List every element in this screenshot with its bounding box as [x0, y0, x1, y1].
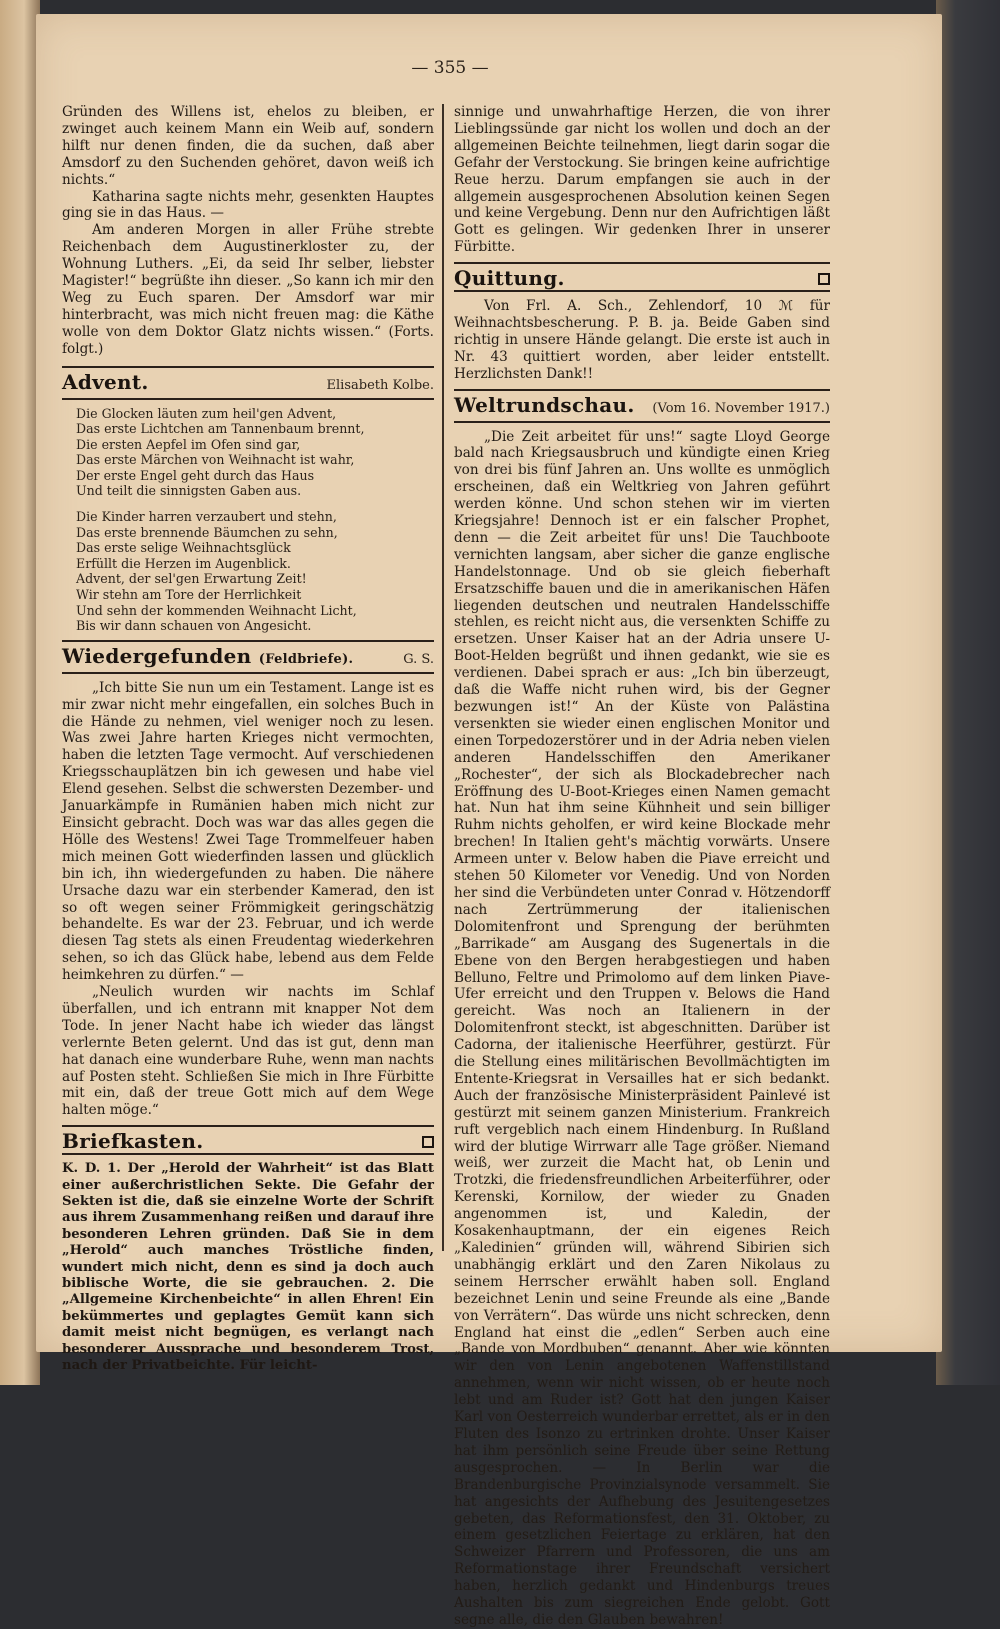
poem-stanza [76, 406, 434, 500]
wiedergefunden-title: Wiedergefunden [62, 643, 252, 668]
poem-line: Und teilt die sinnigsten Gaben aus. [76, 483, 302, 499]
poem-line: Und sehn der kommenden Weihnacht Licht, [76, 602, 357, 618]
poem-line: Advent, der sel'gen Erwartung Zeit! [76, 571, 307, 587]
quittung-title: Quittung. [454, 266, 565, 291]
left-column [62, 104, 434, 1374]
letter-paragraph: „Ich bitte Sie nun um ein Testament. Lange ist es mir zwar nicht mehr eingefallen, ein solches Buch in die Hände zu nehmen, viel weniger noch zu lesen. Was zwei Jahre harten Krieges nicht vermochten, haben die letzten Tage vermocht. Auf verschiedenen Kriegsschauplätzen bin ich gewesen und habe viel Elend gesehen. Selbst die schwersten Dezember- und Januarkämpfe in Rumänien haben mich nicht zur Einsicht gebracht. Doch was war das alles gegen die Hölle des Westens! Zwei Tage Trommelfeuer haben mich meinen Gott wiederfinden lassen und glücklich bin ich, ihn wiedergefunden zu haben. Die nähere Ursache dazu war ein sterbender Kamerad, den ist so oft wegen seiner Frömmigkeit geringschätzig behandelte. Es war der 23. Februar, und ich werde diesen Tag stets als einen Freudentag wiederkehren sehen, so ich das Glück habe, lebend aus dem Felde heimkehren zu dürfen.“ — [62, 679, 434, 984]
advent-section [62, 366, 434, 634]
briefkasten-text: K. D. 1. Der „Herold der Wahrheit“ ist das Blatt einer außerchristlichen Sekte. Die Gefahr der Sekten ist die, daß sie einzelne Worte der Schrift aus ihrem Zusammenhang reißen und darauf ihre besonderen Lehren gründen. Daß Sie in dem „Herold“ auch manches Tröstliche finden, wundert mich nicht, denn es sind ja doch auch biblische Worte, die sie gebrauchen. 2. Die „Allgemeine Kirchenbeichte“ in allen Ehren! Ein bekümmertes und geplagtes Gemüt kann sich damit meist nicht begnügen, es verlangt nach besonderer Aussprache und besonderem Trost, nach der Privatbeichte. Für leicht- [62, 1161, 434, 1374]
right-column [454, 104, 830, 1629]
poem-line: Der erste Engel geht durch das Haus [76, 467, 315, 483]
briefkasten-title: Briefkasten. [62, 1129, 204, 1154]
wiedergefunden-header [62, 640, 434, 674]
section-box-icon [422, 1136, 434, 1148]
poem-stanza [76, 509, 434, 634]
story-paragraph: Gründen des Willens ist, ehelos zu bleiben, er zwinget auch keinem Mann ein Weib auf, sondern hilft nur denen finden, die da suchen, daß aber Amsdorf zu den Suchenden gehöret, davon weiß ich nichts.“ [62, 104, 434, 188]
poem-line: Das erste Lichtchen am Tannenbaum brennt, [76, 421, 365, 437]
weltrundschau-title: Weltrundschau. [454, 392, 635, 417]
poem-line: Die Glocken läuten zum heil'gen Advent, [76, 405, 337, 421]
story-paragraph: Am anderen Morgen in aller Frühe strebte Reichenbach dem Augustinerkloster zu, der Wohnung Luthers. „Ei, da seid Ihr selber, liebster Magister!“ begrüßte ihn dieser. „So kann ich mir den Weg zu Euch sparen. Der Amsdorf war mir hinterbracht, was mich nicht freuen mag: die Käthe wolle von dem Doktor Glatz nichts wissen.“ (Forts. folgt.) [62, 222, 434, 357]
quittung-section [454, 262, 830, 382]
book-cover-edge [936, 0, 1000, 1385]
poem-line: Erfüllt die Herzen im Augenblick. [76, 555, 291, 571]
story-paragraph: Katharina sagte nichts mehr, gesenkten Hauptes ging sie in das Haus. — [62, 188, 434, 222]
quittung-header [454, 262, 830, 292]
poem-line: Das erste selige Weihnachtsglück [76, 540, 291, 556]
poem-line: Bis wir dann schauen von Angesicht. [76, 618, 312, 634]
briefkasten-continuation: sinnige und unwahrhaftige Herzen, die von ihrer Lieblingssünde gar nicht los wollen und doch an der allgemeinen Beichte teilnehmen, liegt darin sogar die Gefahr der Verstockung. Sie bringen keine aufrichtige Reue herzu. Darum empfangen sie auch in der allgemein ausgesprochenen Absolution keinen Segen und keine Vergebung. Denn nur den Aufrichtigen läßt Gott es gelingen. Wir gedenken Ihrer in unserer Fürbitte. [454, 104, 830, 256]
briefkasten-header [62, 1125, 434, 1155]
briefkasten-section [62, 1125, 434, 1374]
wiedergefunden-subtitle: (Feldbriefe). [258, 651, 354, 667]
weltrundschau-header [454, 389, 830, 423]
letter-paragraph: „Neulich wurden wir nachts im Schlaf überfallen, und ich entrann mit knapper Not dem Tode. In jener Nacht habe ich wieder das längst verlernte Beten gelernt. Und das ist gut, denn man hat danach eine wunderbare Ruhe, wenn man nachts auf Posten steht. Schließen Sie mich in Ihre Fürbitte mit ein, daß der treue Gott mich auf dem Wege halten möge.“ [62, 984, 434, 1119]
poem-line: Die Kinder harren verzaubert und stehn, [76, 509, 337, 525]
weltrundschau-text: „Die Zeit arbeitet für uns!“ sagte Lloyd George bald nach Kriegsausbruch und kündigte einen Krieg von drei bis fünf Jahren an. Uns wollte es unmöglich erscheinen, daß ein Weltkrieg von Jahren geführt werden könne. Und schon stehen wir im vierten Kriegsjahre! Dennoch ist er ein falscher Prophet, denn — die Zeit arbeitet für uns! Die Tauchboote vernichten langsam, aber sicher die ganze englische Handelstonnage. Und ob sie gleich fieberhaft Ersatzschiffe bauen und die in amerikanischen Häfen liegenden deutschen und neutralen Handelsschiffe stehlen, es reicht nicht aus, die versenkten Schiffe zu ersetzen. Unser Kaiser hat an der Adria unsere U-Boot-Helden begrüßt und ihnen gedankt, wie sie es verdienen. Dabei sprach er aus: „Ich bin überzeugt, daß die Waffe nicht ruhen wird, bis der Gegner bezwungen ist!“ An der Küste von Palästina versenkten sie wieder einen englischen Monitor und einen Torpedozerstörer und in der Adria neben vielen anderen Handelsschiffen den Amerikaner „Rochester“, der sich als Blockadebrecher nach Eröffnung des U-Boot-Krieges einen Namen gemacht hat. Nun hat ihm seine Kühnheit und sein billiger Ruhm nichts geholfen, er wird keine Blockade mehr brechen! In Italien geht's mächtig vorwärts. Unsere Armeen unter v. Below haben die Piave erreicht und stehen 50 Kilometer vor Venedig. Und von Norden her sind die Verbündeten unter Conrad v. Hötzendorff nach Zertrümmerung der italienischen Dolomitenfront und Sprengung der berühmten „Barrikade“ am Ausgang des Sugenertals in die Ebene von den Bergen herabgestiegen und haben Belluno, Feltre und Primolomo auf dem linken Piave-Ufer erreicht und den Truppen v. Belows die Hand gereicht. Was noch an Italienern in der Dolomitenfront steckt, ist abgeschnitten. Darüber ist Cadorna, der italienische Heerführer, gestürzt. Für die Stellung eines militärischen Bevollmächtigten im Entente-Kriegsrat in Versailles hat er sich bedankt. Auch der französische Ministerpräsident Painlevé ist gestürzt mit seinem ganzen Ministerium. Frankreich ruft vergeblich nach einem Hindenburg. In Rußland wird der blutige Wirrwarr alle Tage größer. Niemand weiß, wer zurzeit die Macht hat, ob Lenin und Trotzki, die friedensfreundlichen Arbeiterführer, oder Kerenski, Kornilow, der wieder zu Gnaden angenommen ist, und Kaledin, der Kosakenhauptmann, der ein eigenes Reich „Kaledinien“ gründen will, während Sibirien sich unabhängig erklärt und den Zaren Nikolaus zu seinem Herrscher erwählt haben soll. England bezeichnet Lenin und seine Freunde als eine „Bande von Verrätern“. Das würde uns nicht schrecken, denn England hat einst die „edlen“ Serben auch eine „Bande von Mordbuben“ genannt. Aber wie könnten wir den von Lenin angebotenen Waffenstillstand annehmen, wenn wir nicht wissen, ob er heute noch lebt und am Ruder ist? Gott hat den jungen Kaiser Karl von Oesterreich wunderbar errettet, als er in den Fluten des Isonzo zu ertrinken drohte. Unser Kaiser hat ihm persönlich seine Freude über seine Rettung ausgesprochen. — In Berlin war die Brandenburgische Provinzialsynode versammelt. Sie hat angesichts der Aufhebung des Jesuitengesetzes gebeten, das Reformationsfest, den 31. Oktober, zu einem gesetzlichen Feiertage zu erklären, hat den Schweizer Pfarrern und Professoren, die uns am Reformationstage ihrer Freundschaft versichert haben, herzlich gedankt und Hindenburgs treues Aushalten bis zum siegreichen Ende gelobt. Gott segne alle, die den Glauben bewahren! [454, 428, 830, 1628]
weltrundschau-section [454, 389, 830, 1629]
page-number: — 355 — [411, 58, 489, 78]
advent-header [62, 366, 434, 400]
advent-poem [62, 406, 434, 634]
weltrundschau-date: (Vom 16. November 1917.) [652, 400, 830, 416]
poem-line: Wir stehn am Tore der Herrlichkeit [76, 587, 302, 603]
advent-title: Advent. [62, 369, 149, 394]
poem-line: Das erste brennende Bäumchen zu sehn, [76, 524, 338, 540]
wiedergefunden-author: G. S. [403, 651, 434, 667]
column-divider [442, 104, 444, 1251]
poem-line: Die ersten Aepfel im Ofen sind gar, [76, 436, 301, 452]
section-box-icon [818, 273, 830, 285]
previous-page-edge [0, 0, 40, 1385]
wiedergefunden-section [62, 640, 434, 1119]
quittung-text: Von Frl. A. Sch., Zehlendorf, 10 ℳ für Weihnachtsbescherung. P. B. ja. Beide Gaben sind richtig in unsere Hände gelangt. Die erste ist auch in Nr. 43 quittiert worden, aber leider entstellt. Herzlichsten Dank!! [454, 298, 830, 382]
poem-line: Das erste Märchen von Weihnacht ist wahr, [76, 452, 355, 468]
advent-author: Elisabeth Kolbe. [326, 377, 434, 393]
